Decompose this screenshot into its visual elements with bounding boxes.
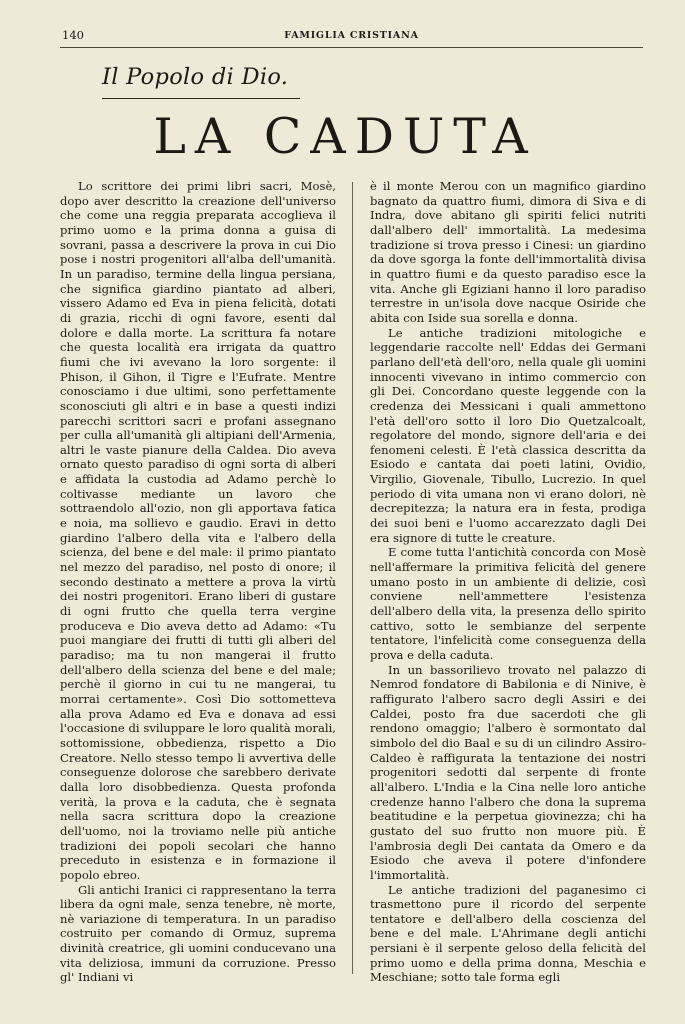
paragraph: Le antiche tradizioni mitologiche e leggendarie raccolte nell' Eddas dei Germani parlano dell'età dell'oro, nella quale gli uomini innocenti vivevano in intimo commercio con gli Dei. Concordano queste leggende con la credenza dei Messicani i quali ammettono l'età dell'oro sotto il loro Dio Quetzalcoalt, regolatore del mondo, signore dell'aria e dei fenomeni celesti. È l'età classica descritta da Esiodo e cantata dai poeti latini, Ovidio, Virgilio, Giovenale, Tibullo, Lucrezio. In quel periodo di vita umana non vi erano dolori, nè decrepitezza; la natura era in festa, prodiga dei suoi beni e l'uomo accarezzato dagli Dei era signore di tutte le creature.: [370, 325, 646, 545]
magazine-name: FAMIGLIA CRISTIANA: [284, 30, 419, 41]
kicker-underline: [102, 98, 300, 99]
paragraph: Gli antichi Iranici ci rappresentano la terra libera da ogni male, senza tenebre, nè morte, nè variazione di temperatura. In un paradiso costruito per comando di Ormuz, suprema divinità creatrice, gli uomini conducevano una vita deliziosa, immuni da corruzione. Presso gl' Indiani vi: [60, 882, 336, 985]
section-kicker: Il Popolo di Dio.: [102, 64, 289, 90]
paragraph: Lo scrittore dei primi libri sacri, Mosè, dopo aver descritto la creazione dell'universo che come una reggia preparata accoglieva il primo uomo e la prima donna a guisa di sovrani, passa a descrivere la prova in cui Dio pose i nostri progenitori all'alba dell'umanità. In un paradiso, termine della lingua persiana, che significa giardino piantato ad alberi, vissero Adamo ed Eva in piena felicità, dotati di grazia, ricchi di ogni favore, esenti dal dolore e dalla morte. La scrittura fa notare che questa località era irrigata da quattro fiumi che ivi avevano la loro sorgente: il Phison, il Gihon, il Tigre e l'Eufrate. Mentre conosciamo i due ultimi, sono perfettamente sconosciuti gli altri e in base a questi indizi parecchi scrittori sacri e profani assegnano per culla all'umanità gli altipiani dell'Armenia, altri le vaste pianure della Caldea. Dio aveva ornato questo paradiso di ogni sorta di alberi e affidata la custodia ad Adamo perchè lo coltivasse mediante un lavoro che sottraendolo all'ozio, non gli apportava fatica e noia, ma sollievo e gaudio. Eravi in detto giardino l'albero della vita e l'albero della scienza, del bene e del male: il primo piantato nel mezzo del paradiso, nel posto di onore; il secondo destinato a mettere a prova la virtù dei nostri progenitori. Erano liberi di gustare di ogni frutto che quella terra vergine produceva e Dio aveva detto ad Adamo: «Tu puoi mangiare dei frutti di tutti gli alberi del paradiso; ma tu non mangerai il frutto dell'albero della scienza del bene e del male; perchè il giorno in cui tu ne mangerai, tu morrai certamente». Così Dio sottometteva alla prova Adamo ed Eva e donava ad essi l'occasione di sviluppare le loro qualità morali, sottomissione, obbedienza, rispetto a Dio Creatore. Nello stesso tempo li avvertiva delle conseguenze dolorose che sarebbero derivate dalla loro disobbedienza. Questa profonda verità, la prova e la caduta, che è segnata nella sacra scrittura dopo la creazione dell'uomo, noi la troviamo nelle più antiche tradizioni dei popoli secolari che hanno preceduto in esistenza e in formazione il popolo ebreo.: [60, 179, 336, 882]
paragraph: In un bassorilievo trovato nel palazzo di Nemrod fondatore di Babilonia e di Ninive, è raffigurato l'albero sacro degli Assiri e dei Caldei, posto fra due sacerdoti che gli rendono omaggio; l'albero è sormontato dal simbolo del dio Baal e su di un cilindro Assiro-Caldeo è raffigurata la tentazione dei nostri progenitori sedotti dal serpente di fronte all'albero. L'India e la Cina nelle loro antiche credenze hanno l'albero che dona la suprema beatitudine e la perpetua giovinezza; chi ha gustato del suo frutto non muore più. È l'ambrosia degli Dei cantata da Omero e da Esiodo che aveva il potere d'infondere l'immortalità.: [370, 662, 646, 882]
column-divider: [352, 182, 353, 974]
article-title: LA CADUTA: [153, 108, 537, 165]
article-column-right: [370, 179, 646, 985]
paragraph: E come tutta l'antichità concorda con Mosè nell'affermare la primitiva felicità del genere umano posto in un ambiente di delizie, così conviene nell'ammettere l'esistenza dell'albero della vita, la presenza dello spirito cattivo, sotto le sembianze del serpente tentatore, l'infelicità come conseguenza della prova e della caduta.: [370, 545, 646, 662]
paragraph-continuation: è il monte Merou con un magnifico giardino bagnato da quattro fiumi, dimora di Siva e di Indra, dove abitano gli spiriti felici nutriti dall'albero dell' immortalità. La medesima tradizione si trova presso i Cinesi: un giardino da dove sgorga la fonte dell'immortalità divisa in quattro fiumi e da questo paradiso esce la vita. Anche gli Egiziani hanno il loro paradiso terrestre in un'isola dove nacque Osiride che abita con Iside sua sorella e donna.: [370, 179, 646, 325]
page-number: 140: [62, 28, 84, 42]
article-column-left: [60, 179, 336, 985]
paragraph: Le antiche tradizioni del paganesimo ci trasmettono pure il ricordo del serpente tentatore e dell'albero della coscienza del bene e del male. L'Ahrimane degli antichi persiani è il serpente geloso della felicità del primo uomo e della prima donna, Meschia e Meschiane; sotto tale forma egli: [370, 882, 646, 985]
running-header: [60, 27, 643, 48]
